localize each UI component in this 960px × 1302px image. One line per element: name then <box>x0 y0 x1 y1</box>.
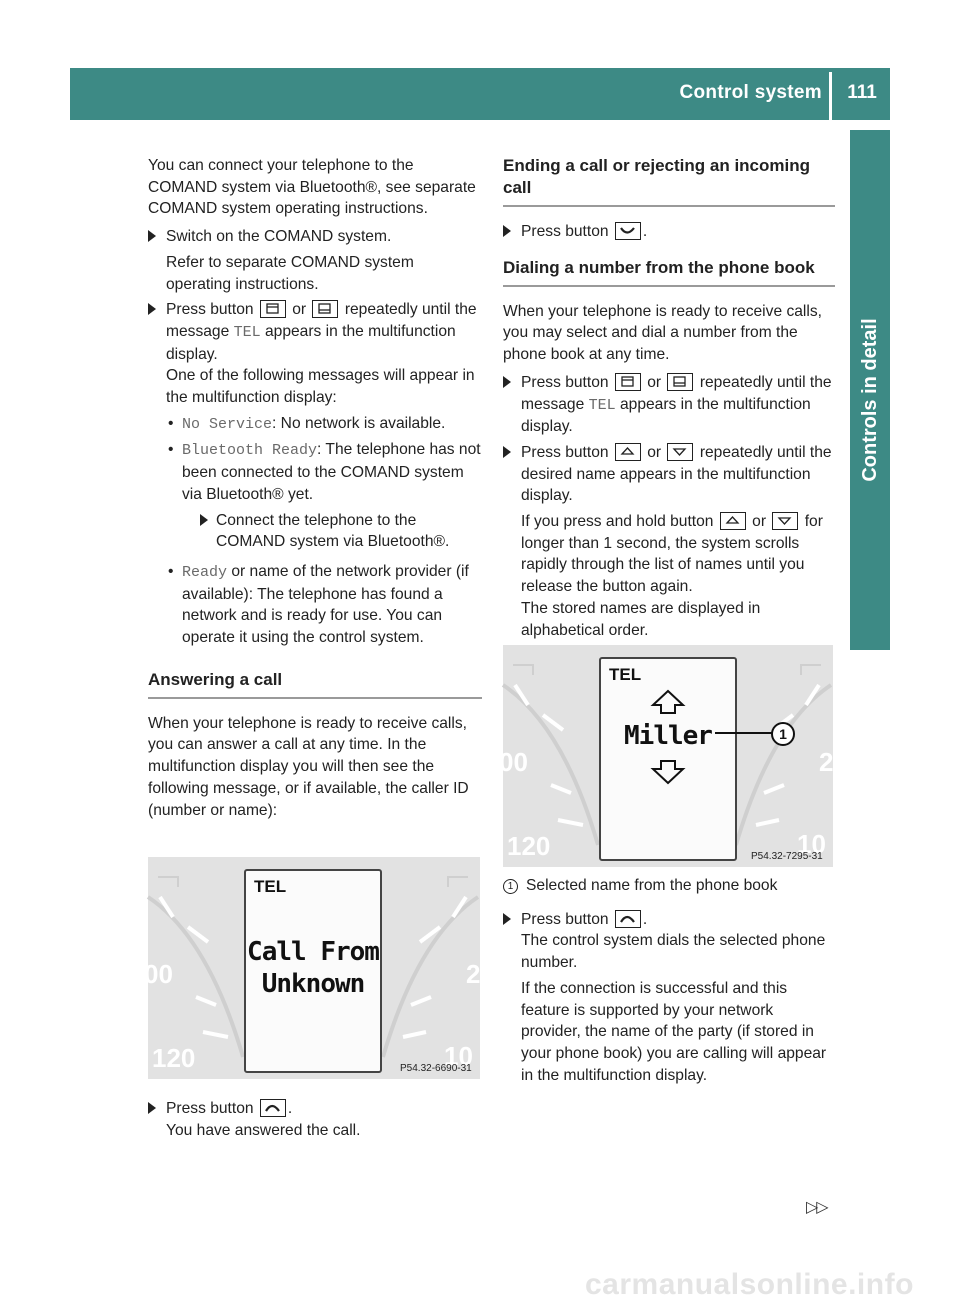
step-arrow-icon <box>148 1102 156 1114</box>
display-tel-label: TEL <box>609 665 642 684</box>
left-column-bottom <box>148 1098 482 1145</box>
gauge-number: 00 <box>144 959 173 989</box>
step-arrow-icon <box>200 514 208 526</box>
gauge-number: 10 <box>797 829 826 859</box>
phone-pickup-button-icon <box>260 1099 286 1117</box>
down-arrow-button-icon <box>772 512 798 530</box>
right-column <box>503 155 835 645</box>
section-title: Control system <box>679 82 822 103</box>
tel-code: TEL <box>233 323 261 341</box>
step-connect-bluetooth: Connect the telephone to the COMAND system via Bluetooth®. <box>148 510 482 553</box>
dial-text: When your telephone is ready to receive calls, you may select and dial a number from the phone book at any time. <box>503 302 822 364</box>
figure-code: P54.32-6690-31 <box>400 1063 472 1074</box>
bullet-no-service: • No Service: No network is available. <box>168 414 446 433</box>
step-answer-call: Press button . You have answered the call. <box>148 1098 482 1141</box>
display-figure-call-from <box>144 857 481 1079</box>
display-up-button-icon <box>615 373 641 391</box>
display-up-button-icon <box>260 300 286 318</box>
phone-hangup-button-icon <box>615 222 641 240</box>
down-arrow-button-icon <box>667 443 693 461</box>
step-arrow-icon <box>503 446 511 458</box>
legend-number: 1 <box>503 879 518 894</box>
header-divider <box>829 72 832 120</box>
callout-line <box>503 645 833 867</box>
display-tel-label: TEL <box>254 877 287 896</box>
gauge-number: 00 <box>499 747 528 777</box>
step-scroll-names: Press button or repeatedly until the desired name appears in the multifunction display. <box>503 442 835 507</box>
tel-code: TEL <box>588 396 616 414</box>
step-dial: Press button . The control system dials the selected phone number. <box>503 909 835 974</box>
step-arrow-icon <box>503 225 511 237</box>
figure-legend: 1 Selected name from the phone book <box>503 875 835 897</box>
watermark-logo: carmanualsonline.info <box>585 1268 914 1301</box>
page-number: 111 <box>847 82 877 103</box>
heading-answering-call: Answering a call <box>148 669 482 699</box>
display-line-1: Call From <box>247 937 379 967</box>
gauge-number: 10 <box>444 1041 473 1071</box>
step-arrow-icon <box>503 913 511 925</box>
display-down-button-icon <box>667 373 693 391</box>
up-arrow-button-icon <box>720 512 746 530</box>
left-column <box>148 155 482 821</box>
heading-ending-call: Ending a call or rejecting an incoming call <box>503 155 835 207</box>
step-dial-note: If the connection is successful and this feature is supported by your network provider, the name of the party (if stored in your phone book) you are calling will appear in the multifunction display. <box>521 979 827 1084</box>
phone-pickup-button-icon <box>615 910 641 928</box>
bullet-bluetooth-ready: • Bluetooth Ready: The telephone has not been connected to the COMAND system via Bluetooth® yet. <box>168 441 481 503</box>
side-label-box <box>853 150 887 650</box>
gauge-number: 2 <box>819 747 834 777</box>
answer-text: When your telephone is ready to receive calls, you can answer a call at any time. In the multifunction display you will then see the following message, or if available, the caller ID (number or name): <box>148 714 469 819</box>
step-hold-note: If you press and hold button or for longer than 1 second, the system scrolls rapidly through the list of names until you release the button again. The stored names are displayed in alphabetical order. <box>521 513 823 639</box>
display-line-2: Unknown <box>261 969 365 999</box>
gauge-number: 120 <box>507 831 551 861</box>
intro-text: You can connect your telephone to the COMAND system via Bluetooth®, see separate COMAND system operating instructions. <box>148 157 476 218</box>
step-press-tel-right: Press button or repeatedly until the message TEL appears in the multifunction display. <box>503 372 835 438</box>
bullet-ready: • Ready or name of the network provider (if available): The telephone has found a network and is ready for use. You can operate it using the control system. <box>168 562 469 647</box>
right-column-bottom <box>503 875 835 1090</box>
side-label: Controls in detail <box>859 318 881 482</box>
step-arrow-icon <box>148 230 156 242</box>
continued-marker: ▷▷ <box>806 1199 827 1216</box>
gauge-number: 2 <box>466 959 481 989</box>
step-arrow-icon <box>503 376 511 388</box>
step-end-call: Press button . <box>503 221 835 243</box>
step-press-tel: Press button or repeatedly until the message TEL appears in the multifunction display. One of the following messages will appear in the multifunction display: <box>148 299 482 409</box>
step-switch-on: Switch on the COMAND system. <box>148 226 482 248</box>
up-arrow-button-icon <box>615 443 641 461</box>
callout-marker: 1 <box>771 722 795 746</box>
step-note: Refer to separate COMAND system operating instructions. <box>166 253 414 293</box>
heading-dialing: Dialing a number from the phone book <box>503 257 835 287</box>
step-arrow-icon <box>148 303 156 315</box>
figure-code: P54.32-7295-31 <box>751 851 823 862</box>
gauge-number: 120 <box>152 1043 196 1073</box>
display-figure-miller <box>499 645 834 867</box>
display-name: Miller <box>624 721 712 751</box>
display-down-button-icon <box>312 300 338 318</box>
multifunction-display <box>244 869 382 1073</box>
